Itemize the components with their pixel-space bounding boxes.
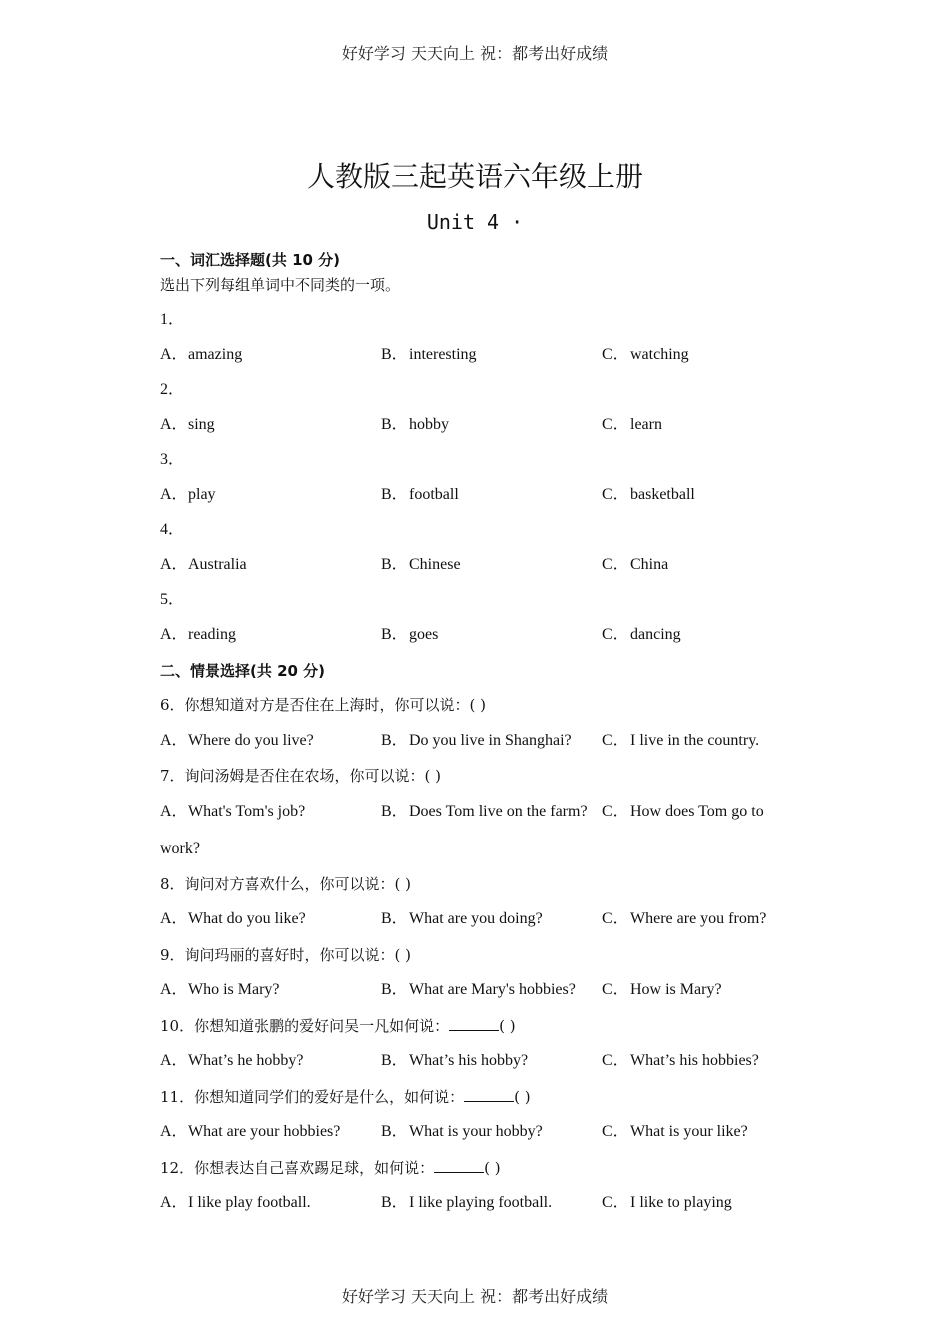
question-7-option-c: [602, 802, 764, 822]
option-text: learn: [630, 416, 662, 433]
option-text: What are you doing?: [409, 910, 543, 927]
page-header: 好好学习 天天向上 祝：都考出好成绩: [341, 44, 609, 63]
option-text: goes: [409, 626, 439, 643]
option-text: amazing: [188, 346, 243, 363]
question-4-option-b: [381, 555, 461, 575]
option-text: Who is Mary?: [188, 981, 280, 998]
question-12-option-c: [602, 1193, 732, 1213]
option-text: What are your hobbies?: [188, 1123, 341, 1140]
question-7-option-b: [381, 802, 588, 822]
question-9-option-b: [381, 980, 576, 1000]
answer-parentheses: ( ): [484, 1159, 501, 1177]
question-6-option-b: [381, 731, 572, 751]
question-5-number: 5．: [160, 591, 185, 608]
option-letter: B．: [381, 1052, 408, 1069]
option-letter: A．: [160, 1052, 188, 1069]
question-1-option-c: [602, 345, 689, 365]
option-text: I like to playing: [630, 1194, 732, 1211]
option-text: What is your like?: [630, 1123, 748, 1140]
option-letter: B．: [381, 981, 408, 998]
question-3-number: 3．: [160, 451, 185, 468]
option-letter: C．: [602, 1194, 629, 1211]
option-text: Chinese: [409, 556, 461, 573]
question-5-option-c: [602, 625, 681, 645]
option-letter: B．: [381, 416, 408, 433]
option-letter: B．: [381, 486, 408, 503]
option-text: Do you live in Shanghai?: [409, 732, 572, 749]
option-letter: B．: [381, 626, 408, 643]
option-text: sing: [188, 416, 215, 433]
option-text: What do you like?: [188, 910, 306, 927]
option-text: What’s his hobbies?: [630, 1052, 759, 1069]
option-text: What’s his hobby?: [409, 1052, 529, 1069]
option-letter: B．: [381, 346, 408, 363]
question-9-option-a: [160, 980, 280, 1000]
question-4-number: 4．: [160, 521, 185, 538]
answer-blank: [464, 1087, 514, 1102]
option-text: reading: [188, 626, 236, 643]
question-5-option-b: [381, 625, 438, 645]
section-1-heading: 一、词汇选择题(共 10 分): [160, 251, 341, 269]
page-subtitle: Unit 4 ·: [426, 210, 524, 234]
option-letter: B．: [381, 1194, 408, 1211]
option-letter: C．: [602, 732, 629, 749]
question-2-option-a: [160, 415, 215, 435]
option-text: What's Tom's job?: [188, 803, 306, 820]
question-1-number: 1．: [160, 311, 185, 328]
option-letter: A．: [160, 486, 188, 503]
option-text: China: [630, 556, 669, 573]
page-footer: 好好学习 天天向上 祝：都考出好成绩: [341, 1287, 609, 1306]
option-text: play: [188, 486, 216, 503]
option-letter: C．: [602, 803, 629, 820]
option-text: Australia: [188, 556, 247, 573]
section-1-instruction: 选出下列每组单词中不同类的一项。: [160, 276, 401, 294]
question-7-stem: 7．询问汤姆是否住在农场，你可以说：( ): [160, 767, 442, 785]
question-2-option-c: [602, 415, 662, 435]
question-10-option-b: [381, 1051, 528, 1071]
option-letter: A．: [160, 910, 188, 927]
question-4-option-c: [602, 555, 668, 575]
question-11-option-c: [602, 1122, 748, 1142]
option-text: What are Mary's hobbies?: [409, 981, 576, 998]
option-letter: C．: [602, 486, 629, 503]
option-text: interesting: [409, 346, 477, 363]
question-10-stem-line: [160, 1016, 516, 1037]
option-text: watching: [630, 346, 689, 363]
question-10-option-a: [160, 1051, 304, 1071]
question-5-option-a: [160, 625, 236, 645]
option-letter: A．: [160, 732, 188, 749]
option-letter: A．: [160, 416, 188, 433]
option-text: I like playing football.: [409, 1194, 553, 1211]
page-title: 人教版三起英语六年级上册: [306, 160, 643, 193]
question-2-option-b: [381, 415, 449, 435]
section-2-heading: 二、情景选择(共 20 分): [160, 662, 326, 680]
question-6-option-c: [602, 731, 759, 751]
option-text: football: [409, 486, 459, 503]
option-letter: A．: [160, 1123, 188, 1140]
question-12-stem-line: [160, 1158, 501, 1179]
option-letter: C．: [602, 981, 629, 998]
answer-parentheses: ( ): [514, 1088, 531, 1106]
option-letter: B．: [381, 910, 408, 927]
question-6-option-a: [160, 731, 314, 751]
option-letter: C．: [602, 416, 629, 433]
question-3-option-a: [160, 485, 216, 505]
option-letter: A．: [160, 346, 188, 363]
option-letter: A．: [160, 1194, 188, 1211]
question-10-option-c: [602, 1051, 759, 1071]
option-letter: C．: [602, 910, 629, 927]
question-6-stem: 6．你想知道对方是否住在上海时，你可以说：( ): [160, 696, 487, 714]
option-letter: C．: [602, 626, 629, 643]
option-letter: B．: [381, 1123, 408, 1140]
question-2-number: 2．: [160, 381, 185, 398]
question-10-stem: 10．你想知道张鹏的爱好问吴一凡如何说：: [160, 1017, 450, 1035]
option-text: Where are you from?: [630, 910, 767, 927]
question-3-option-c: [602, 485, 695, 505]
question-1-option-a: [160, 345, 242, 365]
question-8-stem: 8．询问对方喜欢什么，你可以说：( ): [160, 875, 412, 893]
option-letter: B．: [381, 556, 408, 573]
question-9-stem: 9．询问玛丽的喜好时，你可以说：( ): [160, 946, 412, 964]
question-3-option-b: [381, 485, 459, 505]
option-text: What’s he hobby?: [188, 1052, 304, 1069]
option-text: I live in the country.: [630, 732, 760, 749]
question-7-option-a: [160, 802, 305, 822]
question-12-option-b: [381, 1193, 552, 1213]
option-text: Where do you live?: [188, 732, 314, 749]
option-text: Does Tom live on the farm?: [409, 803, 588, 820]
option-letter: A．: [160, 626, 188, 643]
question-8-option-c: [602, 909, 766, 929]
option-text: How does Tom go to: [630, 803, 764, 820]
question-1-option-b: [381, 345, 477, 365]
option-text: hobby: [409, 416, 449, 433]
question-11-stem-line: [160, 1087, 531, 1108]
question-12-stem: 12．你想表达自己喜欢踢足球，如何说：: [160, 1159, 435, 1177]
question-11-option-a: [160, 1122, 340, 1142]
question-4-option-a: [160, 555, 247, 575]
option-letter: A．: [160, 556, 188, 573]
question-11-option-b: [381, 1122, 543, 1142]
option-letter: A．: [160, 803, 188, 820]
answer-parentheses: ( ): [499, 1017, 516, 1035]
question-12-option-a: [160, 1193, 311, 1213]
question-7-option-c-continued: work?: [160, 840, 200, 857]
question-9-option-c: [602, 980, 722, 1000]
option-letter: A．: [160, 981, 188, 998]
question-8-option-b: [381, 909, 543, 929]
option-letter: C．: [602, 1123, 629, 1140]
option-text: dancing: [630, 626, 681, 643]
option-letter: B．: [381, 732, 408, 749]
answer-blank: [434, 1158, 484, 1173]
option-letter: B．: [381, 803, 408, 820]
question-8-option-a: [160, 909, 306, 929]
option-text: How is Mary?: [630, 981, 722, 998]
option-letter: C．: [602, 1052, 629, 1069]
option-text: I like play football.: [188, 1194, 311, 1211]
option-letter: C．: [602, 556, 629, 573]
option-text: What is your hobby?: [409, 1123, 543, 1140]
option-letter: C．: [602, 346, 629, 363]
option-text: basketball: [630, 486, 695, 503]
answer-blank: [449, 1016, 499, 1031]
question-11-stem: 11．你想知道同学们的爱好是什么，如何说：: [160, 1088, 465, 1106]
